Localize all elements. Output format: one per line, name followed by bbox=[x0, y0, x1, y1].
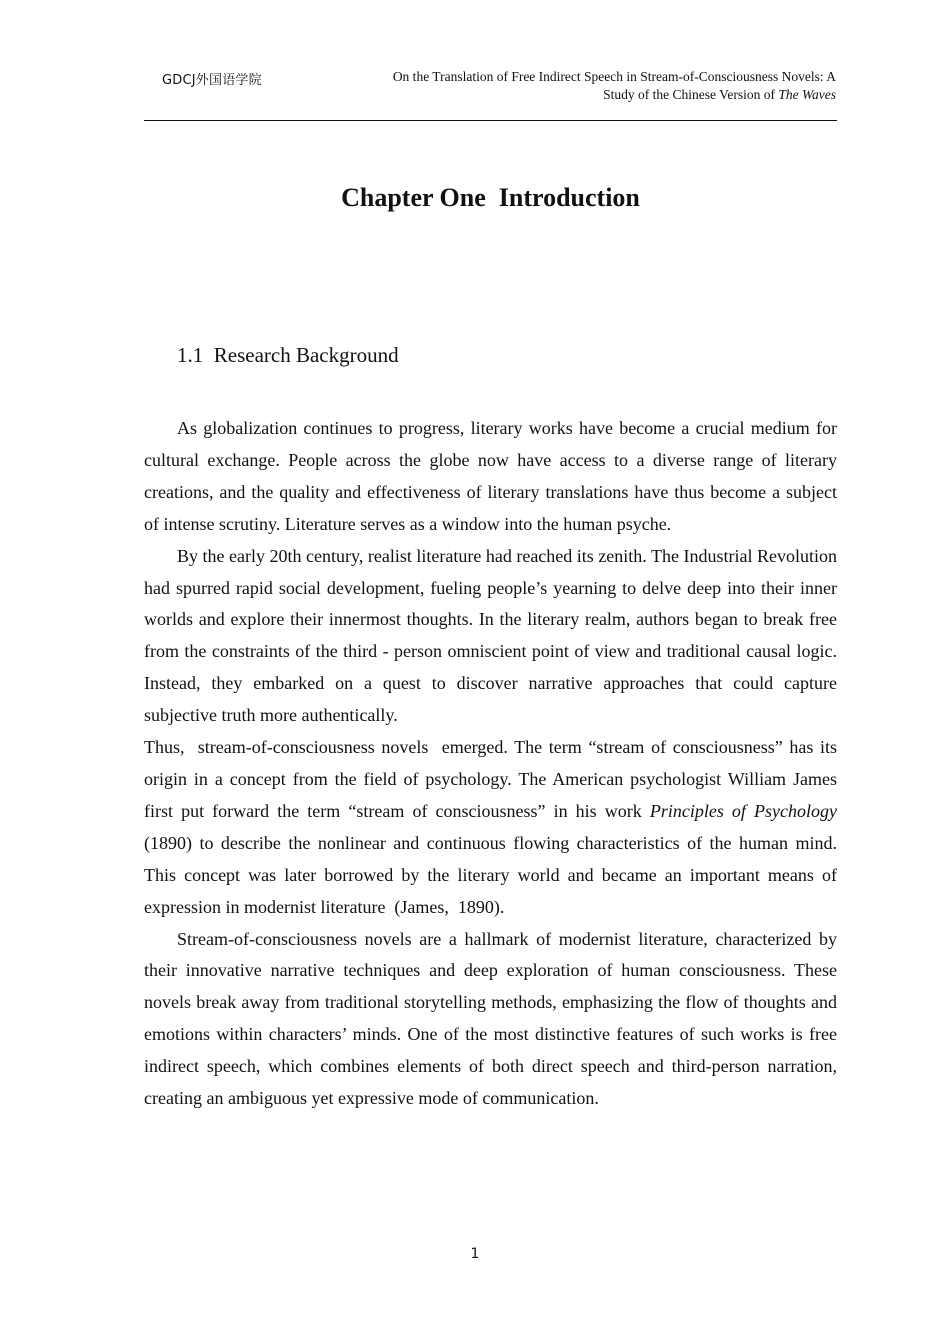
header-divider bbox=[144, 120, 837, 121]
paragraph-3-part1: Thus, stream-of-consciousness novels emerged. The term “stream of consciousness” has its origin in a concept from the field of psychology. The American psychologist William James first put forward the term “stream of consciousness” in his work bbox=[144, 737, 842, 821]
body-text bbox=[144, 413, 846, 1115]
chapter-title: Chapter One Introduction bbox=[341, 183, 640, 212]
paragraph-2: By the early 20th century, realist literature had reached its zenith. The Industrial Revolution had spurred rapid social development, fueling people’s yearning to delve deep into their inner worlds and explore their innermost thoughts. In the literary realm, authors began to break free from the constraints of the third - person omniscient point of view and traditional causal logic. Instead, they embarked on a quest to discover narrative approaches that could capture subjective truth more authentically. bbox=[144, 545, 842, 726]
book-title-italic: Principles of Psychology bbox=[649, 800, 837, 821]
page-number: 1 bbox=[470, 1246, 480, 1262]
header-title-line2: Study of the Chinese Version of bbox=[603, 87, 779, 102]
paragraph-4: Stream-of-consciousness novels are a hallmark of modernist literature, characterized by their innovative narrative techniques and deep exploration of human consciousness. These novels break away from traditional storytelling methods, emphasizing the flow of thoughts and emotions within characters’ minds. One of the most distinctive features of such works is free indirect speech, which combines elements of both direct speech and third-person narration, creating an ambiguous yet expressive mode of communication. bbox=[144, 928, 842, 1109]
section-heading: 1.1 Research Background bbox=[177, 343, 399, 367]
header-title-italic: The Waves bbox=[778, 87, 836, 102]
paragraph-3 bbox=[144, 732, 846, 923]
paragraph-3-part2: (1890) to describe the nonlinear and continuous flowing characteristics of the human mind. This concept was later borrowed by the literary world and became an important means of expression in modernist literature (James, 1890). bbox=[144, 800, 846, 917]
header-thesis-title bbox=[336, 68, 836, 104]
paragraph-1: As globalization continues to progress, literary works have become a crucial medium for cultural exchange. People across the globe now have access to a diverse range of literary creations, and the quality and effectiveness of literary translations have thus become a subject of intense scrutiny. Literature serves as a window into the human psyche. bbox=[144, 418, 842, 534]
header-title-line1: On the Translation of Free Indirect Speech in Stream-of-Consciousness Novels: A bbox=[392, 69, 836, 84]
header-institution: GDCJ外国语学院 bbox=[162, 73, 262, 88]
